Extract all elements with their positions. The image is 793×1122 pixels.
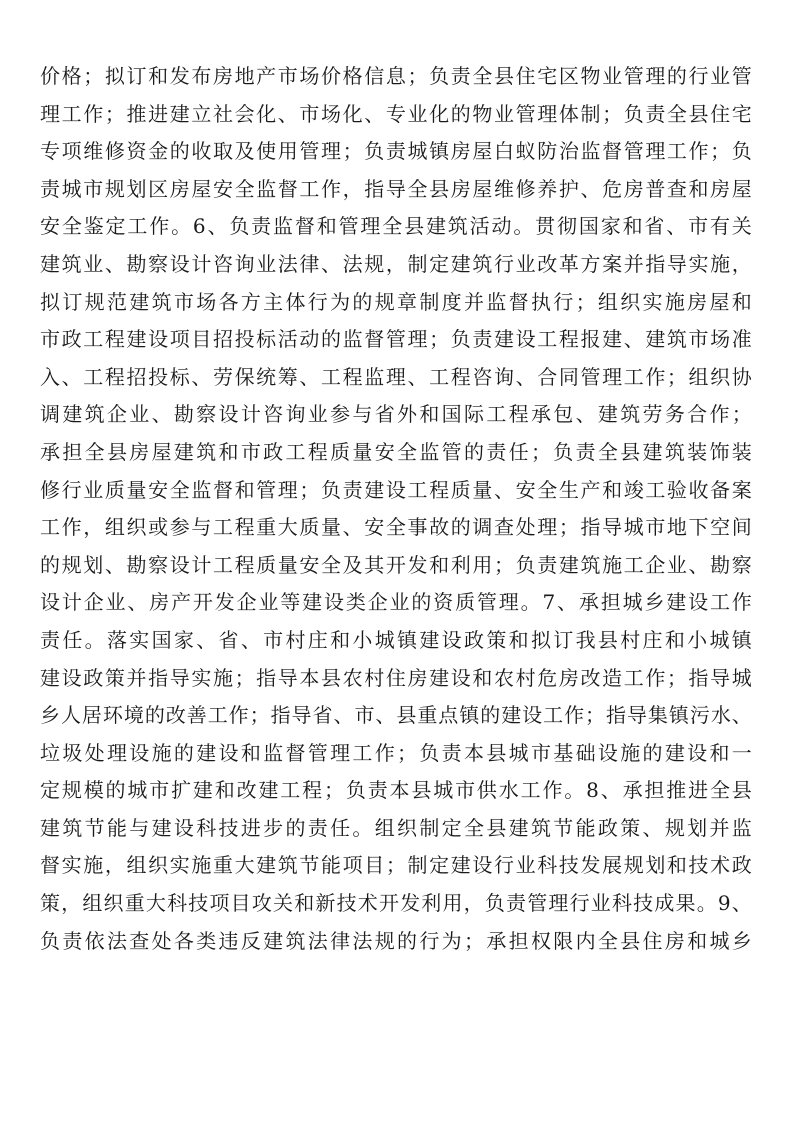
text-line: 负责依法查处各类违反建筑法律法规的行为；承担权限内全县住房和城乡 (40, 928, 752, 953)
text-line: 垃圾处理设施的建设和监督管理工作；负责本县城市基础设施的建设和一 (40, 740, 752, 765)
text-line: 责城市规划区房屋安全监督工作，指导全县房屋维修养护、危房普查和房屋 (40, 176, 752, 201)
text-line: 设计企业、房产开发企业等建设类企业的资质管理。7、承担城乡建设工作 (40, 590, 752, 615)
body-text (40, 58, 752, 960)
text-line: 的规划、勘察设计工程质量安全及其开发和利用；负责建筑施工企业、勘察 (40, 552, 752, 577)
text-line: 承担全县房屋建筑和市政工程质量安全监管的责任；负责全县建筑装饰装 (40, 439, 752, 464)
text-line: 专项维修资金的收取及使用管理；负责城镇房屋白蚁防治监督管理工作；负 (40, 139, 752, 164)
text-line: 建设政策并指导实施；指导本县农村住房建设和农村危房改造工作；指导城 (40, 665, 752, 690)
text-line: 修行业质量安全监督和管理；负责建设工程质量、安全生产和竣工验收备案 (40, 477, 752, 502)
text-line: 入、工程招投标、劳保统筹、工程监理、工程咨询、合同管理工作；组织协 (40, 364, 752, 389)
text-line: 市政工程建设项目招投标活动的监督管理；负责建设工程报建、建筑市场准 (40, 327, 752, 352)
text-line: 策，组织重大科技项目攻关和新技术开发利用，负责管理行业科技成果。9、 (40, 891, 752, 916)
text-line: 责任。落实国家、省、市村庄和小城镇建设政策和拟订我县村庄和小城镇 (40, 627, 752, 652)
text-line: 调建筑企业、勘察设计咨询业参与省外和国际工程承包、建筑劳务合作； (40, 402, 752, 427)
text-line: 建筑业、勘察设计咨询业法律、法规，制定建筑行业改革方案并指导实施， (40, 251, 752, 276)
text-line: 理工作；推进建立社会化、市场化、专业化的物业管理体制；负责全县住宅 (40, 101, 752, 126)
text-line: 定规模的城市扩建和改建工程；负责本县城市供水工作。8、承担推进全县 (40, 778, 752, 803)
text-line: 价格；拟订和发布房地产市场价格信息；负责全县住宅区物业管理的行业管 (40, 64, 752, 88)
text-line: 督实施，组织实施重大建筑节能项目；制定建设行业科技发展规划和技术政 (40, 853, 752, 878)
text-line: 拟订规范建筑市场各方主体行为的规章制度并监督执行；组织实施房屋和 (40, 289, 752, 314)
text-line: 乡人居环境的改善工作；指导省、市、县重点镇的建设工作；指导集镇污水、 (40, 703, 752, 728)
text-line: 安全鉴定工作。6、负责监督和管理全县建筑活动。贯彻国家和省、市有关 (40, 214, 752, 239)
text-line: 建筑节能与建设科技进步的责任。组织制定全县建筑节能政策、规划并监 (40, 815, 752, 840)
text-line: 工作，组织或参与工程重大质量、安全事故的调查处理；指导城市地下空间 (40, 515, 752, 540)
